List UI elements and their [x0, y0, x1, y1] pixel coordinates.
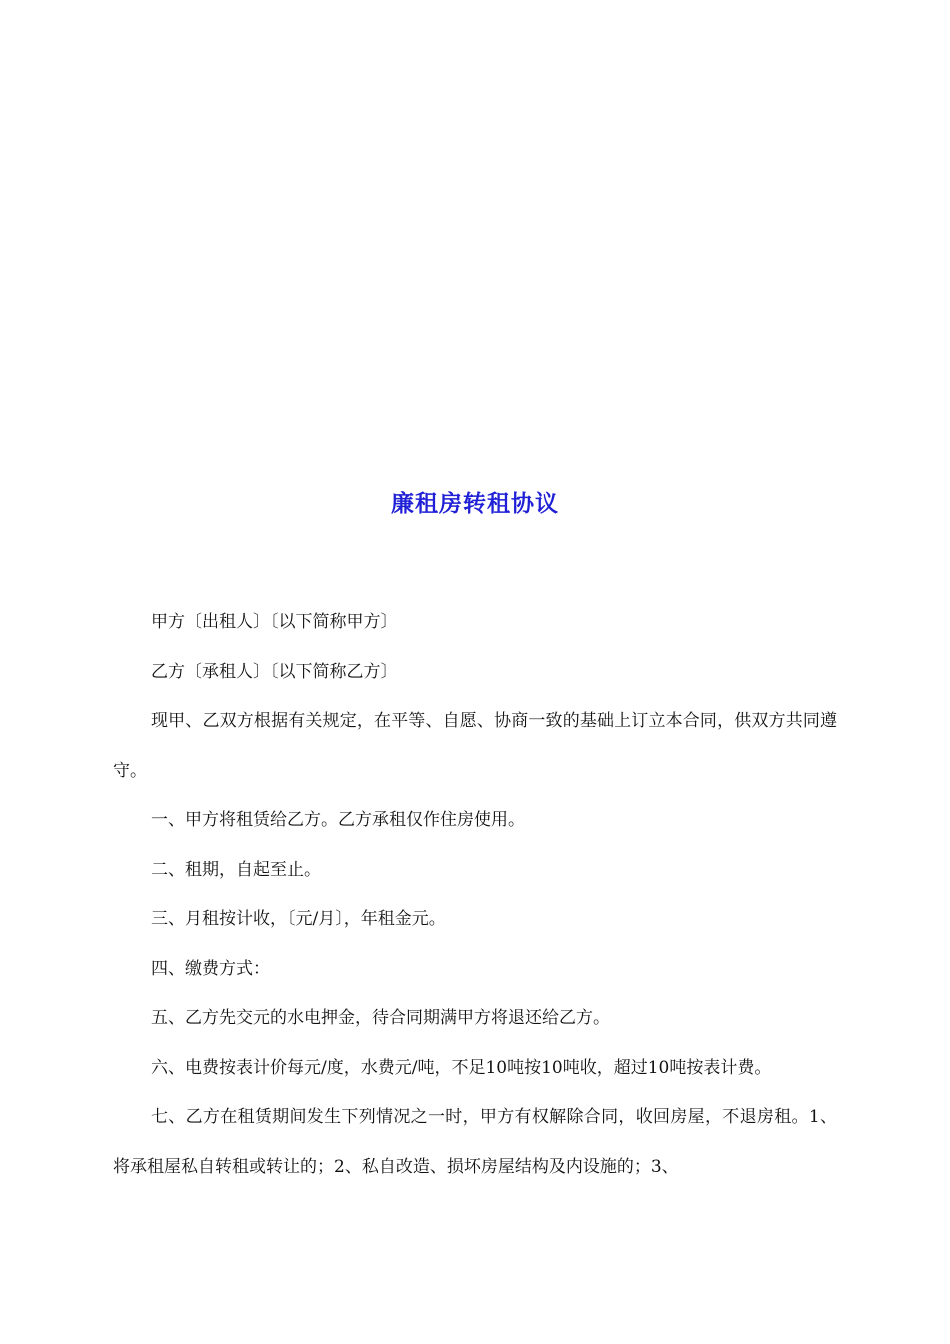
paragraph-clause-4: 四、缴费方式：: [151, 958, 270, 979]
paragraph-clause-1: 一、甲方将租赁给乙方。乙方承租仅作住房使用。: [151, 810, 525, 830]
paragraph-clause-6: 六、电费按表计价每元/度，水费元/吨，不足10吨按10吨收，超过10吨按表计费。: [151, 1057, 772, 1078]
document-title: 廉租房转租协议: [391, 490, 559, 517]
paragraph-preamble: 现甲、乙双方根据有关规定，在平等、自愿、协商一致的基础上订立本合同，供双方共同遵守。: [113, 711, 837, 781]
paragraph-clause-3: 三、月租按计收，〔元/月〕，年租金元。: [151, 909, 446, 929]
paragraph-clause-7: 七、乙方在租赁期间发生下列情况之一时，甲方有权解除合同，收回房屋，不退房租。1、将承租屋私自转租或转让的；2、私自改造、损坏房屋结构及内设施的；3、: [113, 1107, 837, 1177]
paragraph-party-b: 乙方〔承租人〕〔以下简称乙方〕: [151, 661, 398, 682]
paragraph-clause-2: 二、租期，自起至止。: [151, 859, 321, 880]
paragraph-clause-5: 五、乙方先交元的水电押金，待合同期满甲方将退还给乙方。: [151, 1008, 610, 1028]
paragraph-party-a: 甲方〔出租人〕〔以下简称甲方〕: [151, 612, 398, 632]
document-body: [113, 598, 837, 1192]
